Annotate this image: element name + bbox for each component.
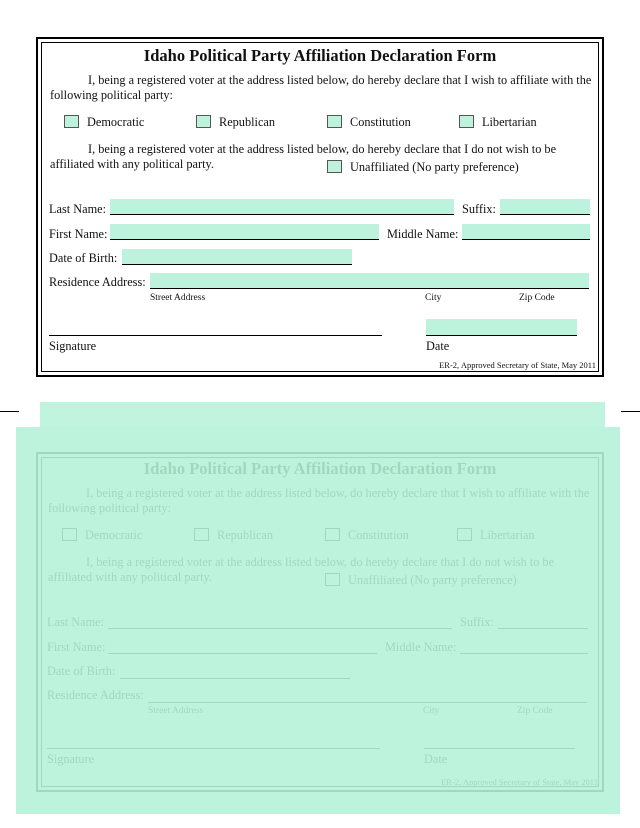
duplicate-form bbox=[36, 452, 604, 792]
suffix-label: Suffix: bbox=[462, 202, 496, 216]
duplicate-libertarian-checkbox[interactable] bbox=[457, 528, 472, 541]
residence-address-field[interactable] bbox=[150, 273, 589, 289]
constitution-label: Constitution bbox=[350, 115, 411, 129]
duplicate-constitution-checkbox[interactable] bbox=[325, 528, 340, 541]
duplicate-unaffiliated-label: Unaffiliated (No party preference) bbox=[348, 573, 517, 587]
duplicate-street-caption: Street Address bbox=[148, 706, 204, 716]
dob-field[interactable] bbox=[122, 249, 352, 265]
form-title: Idaho Political Party Affiliation Declaration Form bbox=[143, 46, 497, 65]
duplicate-republican-label: Republican bbox=[217, 528, 274, 542]
duplicate-form-title: Idaho Political Party Affiliation Declaration Form bbox=[143, 459, 497, 478]
duplicate-date-label: Date bbox=[424, 752, 448, 766]
duplicate-residence-line[interactable] bbox=[148, 702, 587, 703]
affiliate-statement: I, being a registered voter at the address listed below, do hereby declare that I wish to affiliate with the following political party: bbox=[50, 73, 592, 102]
last-name-label: Last Name: bbox=[49, 202, 107, 216]
street-address-caption: Street Address bbox=[150, 293, 206, 303]
middle-name-label: Middle Name: bbox=[387, 227, 459, 241]
middle-name-field[interactable] bbox=[462, 224, 590, 240]
democratic-checkbox[interactable] bbox=[64, 115, 79, 128]
declaration-form bbox=[36, 37, 604, 377]
duplicate-libertarian-label: Libertarian bbox=[480, 528, 535, 542]
suffix-field[interactable] bbox=[500, 199, 590, 215]
duplicate-middle-name-label: Middle Name: bbox=[385, 640, 457, 654]
unaffiliated-statement: I, being a registered voter at the address listed below, do hereby declare that I do not wish to be affiliated with any political party. bbox=[50, 142, 557, 171]
signature-line[interactable] bbox=[49, 335, 382, 336]
duplicate-date-line[interactable] bbox=[424, 748, 575, 749]
duplicate-republican-checkbox[interactable] bbox=[194, 528, 209, 541]
libertarian-label: Libertarian bbox=[482, 115, 537, 129]
duplicate-democratic-checkbox[interactable] bbox=[62, 528, 77, 541]
cut-mark-right bbox=[621, 411, 640, 412]
duplicate-residence-label: Residence Address: bbox=[47, 688, 144, 702]
duplicate-last-name-label: Last Name: bbox=[47, 615, 105, 629]
duplicate-dob-label: Date of Birth: bbox=[47, 664, 116, 678]
duplicate-suffix-label: Suffix: bbox=[460, 615, 494, 629]
republican-label: Republican bbox=[219, 115, 276, 129]
first-name-field[interactable] bbox=[110, 224, 379, 240]
duplicate-suffix-line[interactable] bbox=[498, 628, 588, 629]
duplicate-zip-caption: Zip Code bbox=[517, 706, 553, 716]
democratic-label: Democratic bbox=[87, 115, 145, 129]
libertarian-checkbox[interactable] bbox=[459, 115, 474, 128]
unaffiliated-checkbox[interactable] bbox=[327, 160, 342, 173]
date-field[interactable] bbox=[426, 319, 577, 336]
duplicate-city-caption: City bbox=[423, 706, 440, 716]
duplicate-first-name-label: First Name: bbox=[47, 640, 106, 654]
duplicate-affiliate-statement: I, being a registered voter at the address listed below, do hereby declare that I wish to affiliate with the following political party: bbox=[48, 486, 590, 515]
duplicate-unaffiliated-checkbox[interactable] bbox=[325, 573, 340, 586]
duplicate-signature-line[interactable] bbox=[47, 748, 380, 749]
date-label: Date bbox=[426, 339, 450, 353]
duplicate-dob-line[interactable] bbox=[120, 678, 350, 679]
duplicate-first-name-line[interactable] bbox=[108, 653, 377, 654]
zip-caption: Zip Code bbox=[519, 293, 555, 303]
last-name-field[interactable] bbox=[110, 199, 454, 215]
duplicate-democratic-label: Democratic bbox=[85, 528, 143, 542]
first-name-label: First Name: bbox=[49, 227, 108, 241]
unaffiliated-label: Unaffiliated (No party preference) bbox=[350, 160, 519, 174]
cut-mark-left bbox=[0, 411, 19, 412]
dob-label: Date of Birth: bbox=[49, 251, 118, 265]
signature-label: Signature bbox=[49, 339, 97, 353]
city-caption: City bbox=[425, 293, 442, 303]
duplicate-signature-label: Signature bbox=[47, 752, 95, 766]
duplicate-constitution-label: Constitution bbox=[348, 528, 409, 542]
duplicate-form-footer: ER-2, Approved Secretary of State, May 2011 bbox=[441, 777, 598, 787]
form-footer: ER-2, Approved Secretary of State, May 2011 bbox=[439, 360, 596, 370]
residence-label: Residence Address: bbox=[49, 275, 146, 289]
duplicate-last-name-line[interactable] bbox=[108, 628, 452, 629]
constitution-checkbox[interactable] bbox=[327, 115, 342, 128]
republican-checkbox[interactable] bbox=[196, 115, 211, 128]
duplicate-unaffiliated-statement: I, being a registered voter at the address listed below, do hereby declare that I do not wish to be affiliated with any political party. bbox=[48, 555, 555, 584]
duplicate-middle-name-line[interactable] bbox=[460, 653, 588, 654]
